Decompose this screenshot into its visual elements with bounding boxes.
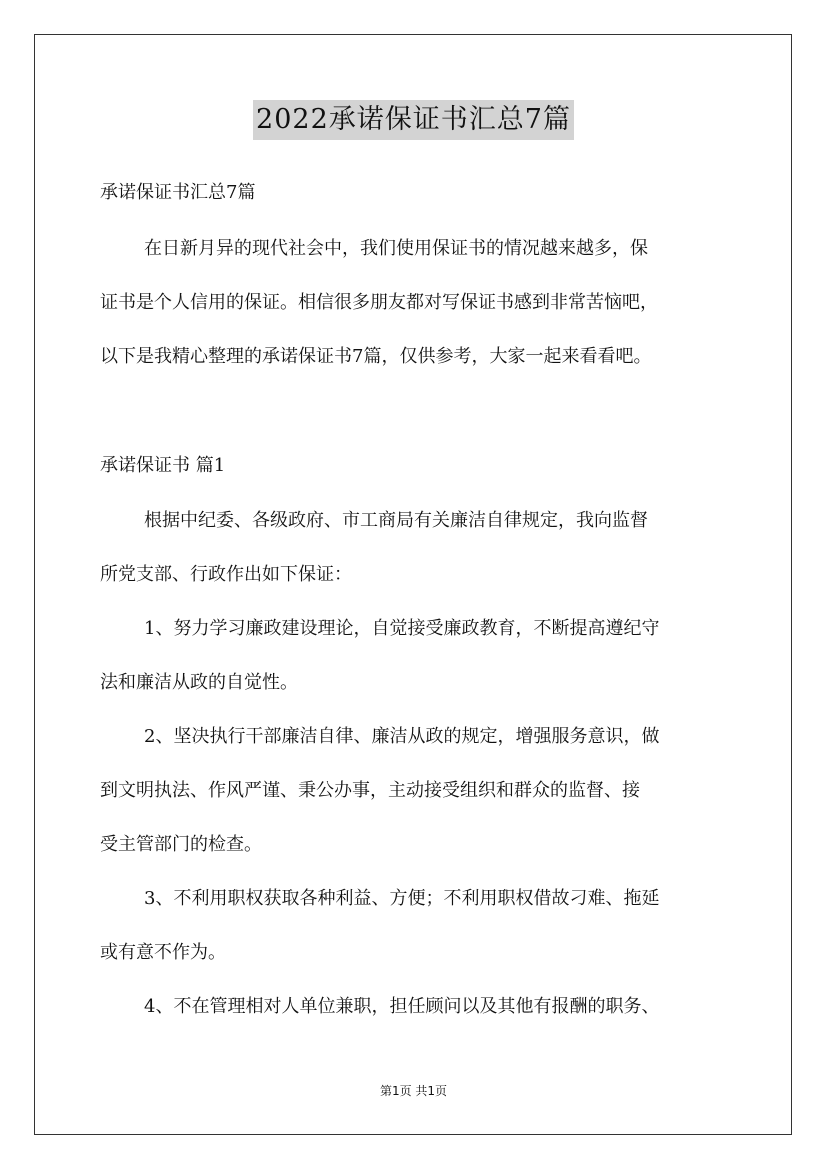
intro-line-1: 在日新月异的现代社会中，我们使用保证书的情况越来越多，保	[144, 238, 648, 259]
body-line-5: 2、坚决执行干部廉洁自律、廉洁从政的规定，增强服务意识，做	[144, 726, 660, 747]
body-line-2: 所党支部、行政作出如下保证：	[100, 564, 352, 585]
intro-line-2: 证书是个人信用的保证。相信很多朋友都对写保证书感到非常苦恼吧，	[100, 292, 658, 313]
intro-line-3: 以下是我精心整理的承诺保证书7篇，仅供参考，大家一起来看看吧。	[100, 346, 652, 367]
body-line-10: 4、不在管理相对人单位兼职，担任顾问以及其他有报酬的职务、	[144, 996, 660, 1017]
body-line-4: 法和廉洁从政的自觉性。	[100, 672, 298, 693]
body-line-8: 3、不利用职权获取各种利益、方便；不利用职权借故刁难、拖延	[144, 888, 660, 909]
section-heading: 承诺保证书 篇1	[100, 455, 226, 476]
body-line-1: 根据中纪委、各级政府、市工商局有关廉洁自律规定，我向监督	[144, 510, 648, 531]
page-footer: 第1页 共1页	[379, 1084, 448, 1098]
body-line-3: 1、努力学习廉政建设理论，自觉接受廉政教育，不断提高遵纪守	[144, 618, 660, 639]
body-line-9: 或有意不作为。	[100, 942, 226, 963]
document-title: 2022承诺保证书汇总7篇	[253, 100, 574, 140]
title-container	[0, 100, 827, 140]
document-subtitle: 承诺保证书汇总7篇	[100, 182, 256, 203]
body-line-6: 到文明执法、作风严谨、秉公办事，主动接受组织和群众的监督、接	[100, 780, 640, 801]
body-line-7: 受主管部门的检查。	[100, 834, 262, 855]
